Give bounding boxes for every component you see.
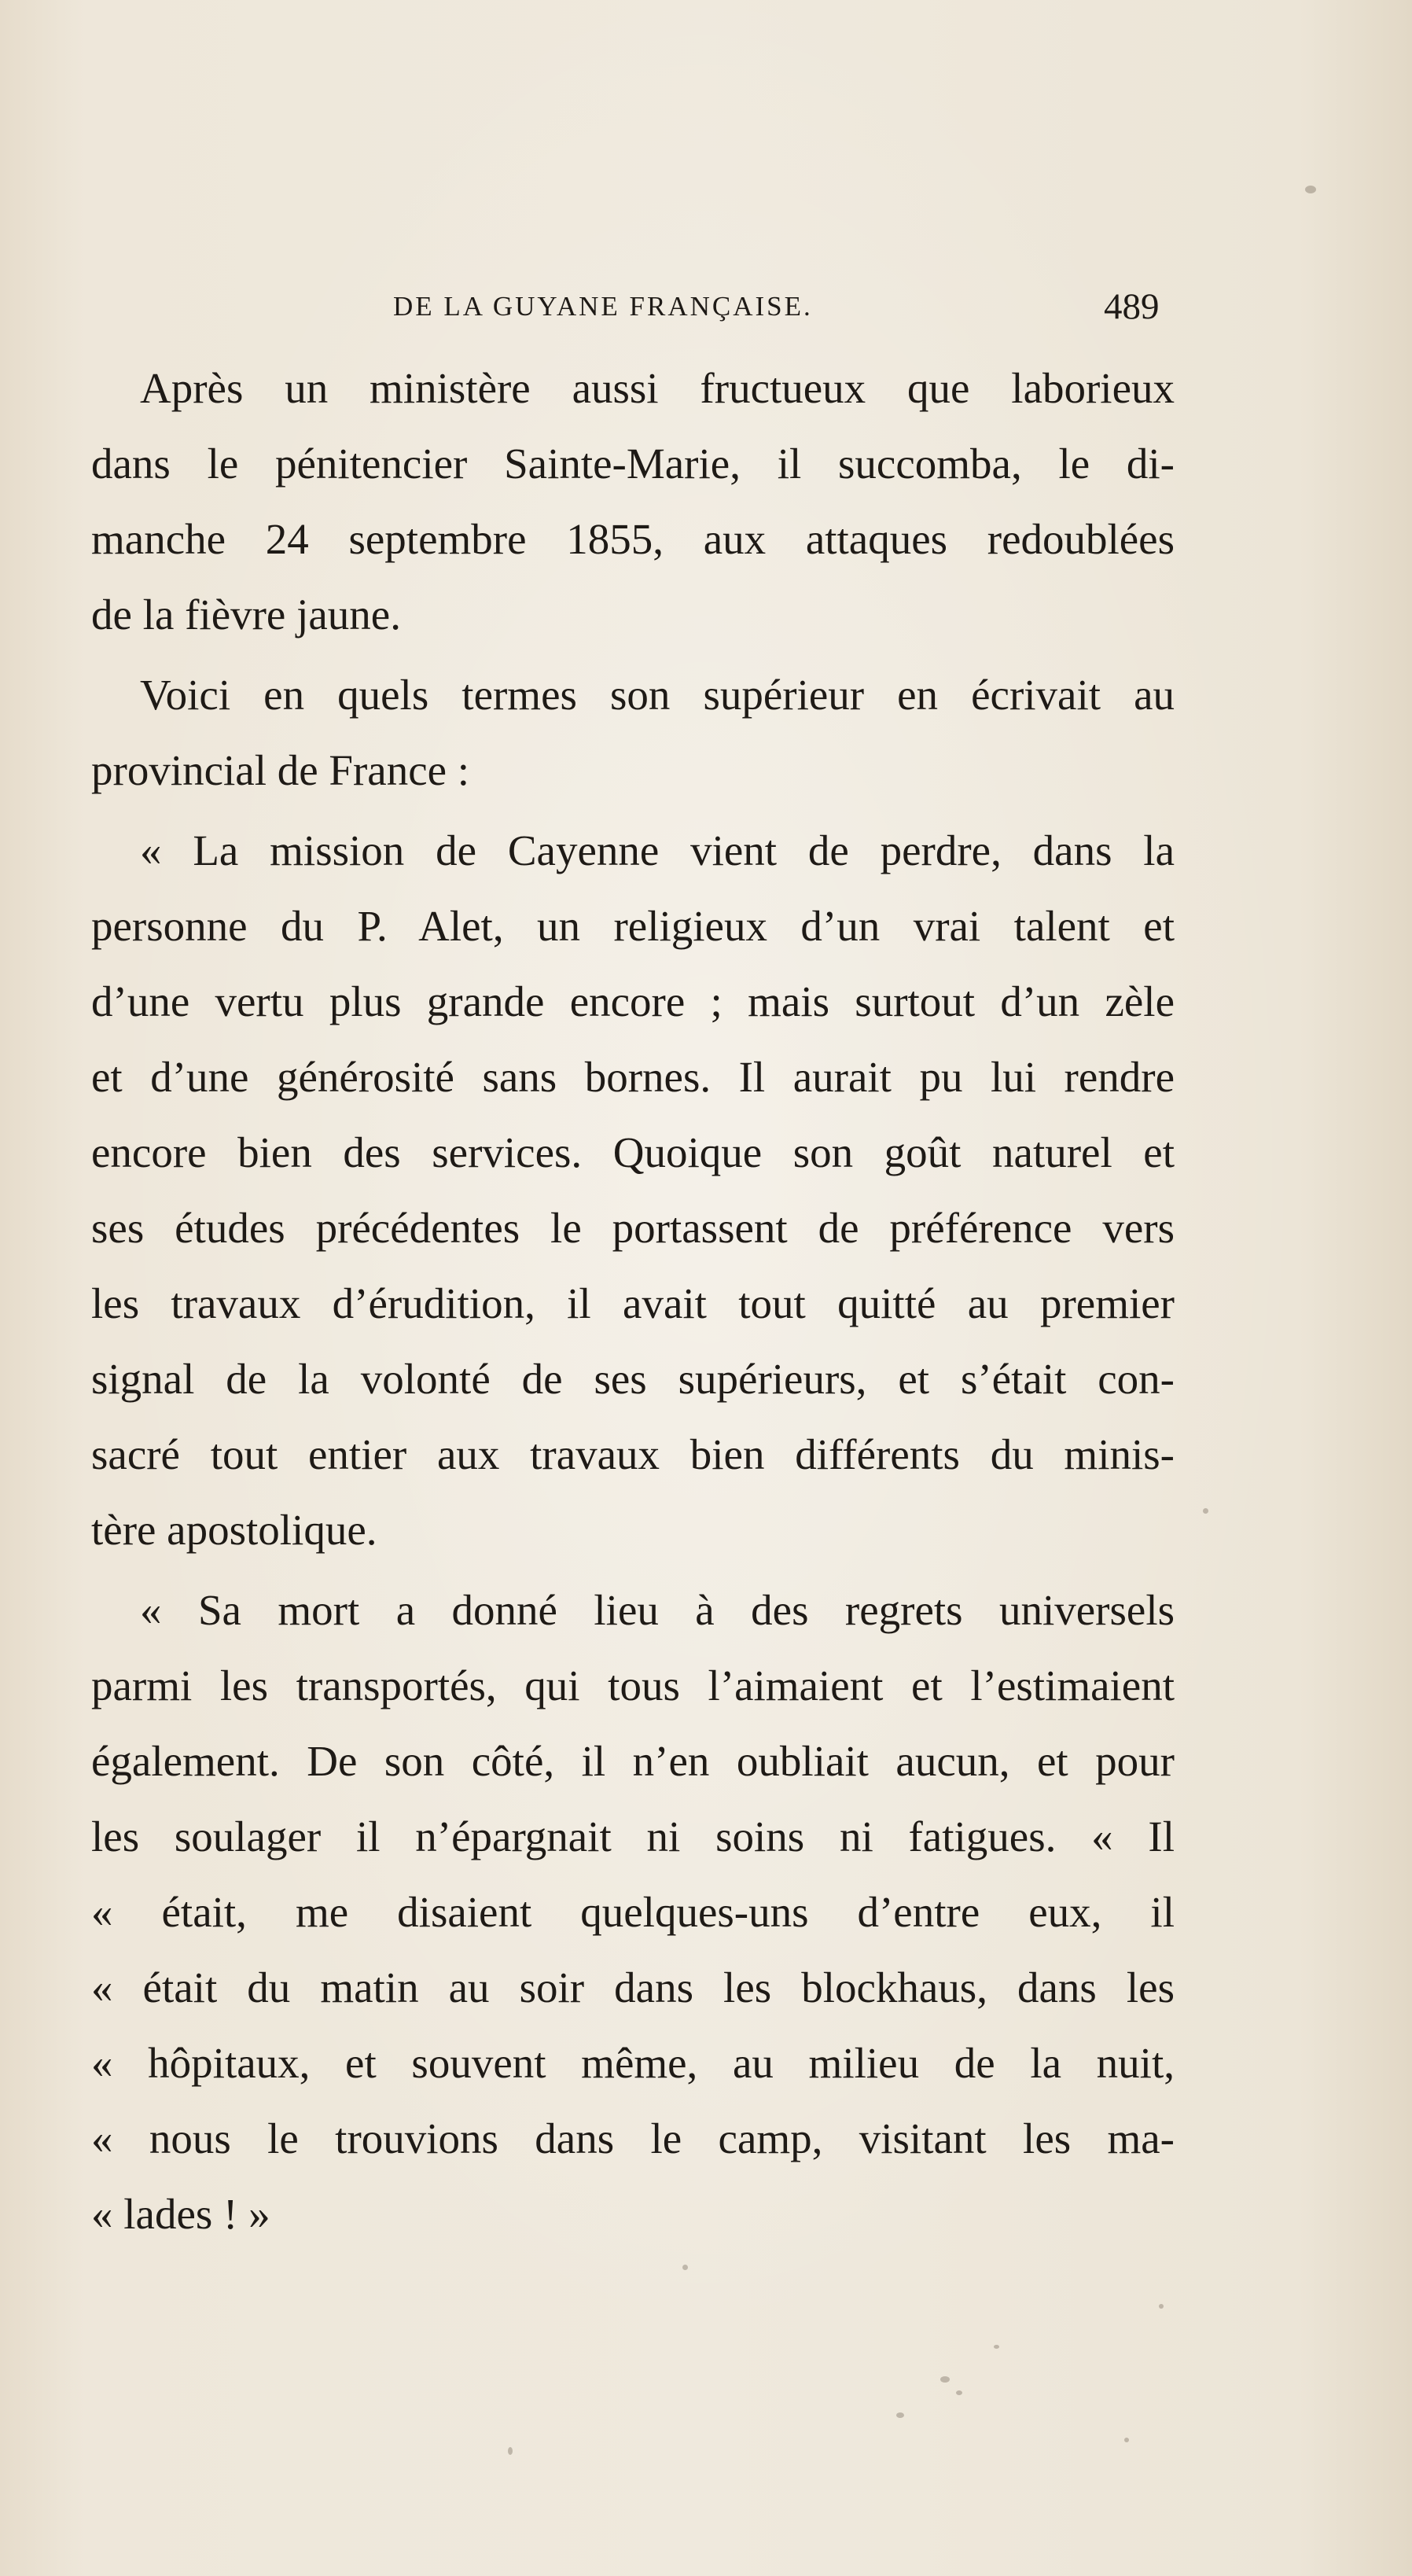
paper-speck <box>1305 186 1316 193</box>
text-line: encore bien des services. Quoique son goût naturel et <box>91 1128 1175 1176</box>
text-line: « Sa mort a donné lieu à des regrets universels <box>140 1586 1175 1634</box>
text-line: d’une vertu plus grande encore ; mais surtout d’un zèle <box>91 977 1175 1025</box>
paper-speck <box>940 2376 950 2383</box>
text-line: sacré tout entier aux travaux bien différents du minis- <box>91 1430 1175 1478</box>
paper-speck <box>1159 2304 1164 2309</box>
paper-speck <box>994 2345 999 2349</box>
paragraph-3 <box>91 813 1175 1568</box>
text-line: « était du matin au soir dans les blockhaus, dans les <box>91 1963 1175 2011</box>
text-line: manche 24 septembre 1855, aux attaques redoublées <box>91 515 1175 563</box>
paper-speck <box>956 2390 962 2395</box>
paragraph-2 <box>91 657 1175 808</box>
paper-speck <box>508 2447 513 2455</box>
text-line: dans le pénitencier Sainte-Marie, il succomba, le di- <box>91 440 1175 488</box>
text-line: provincial de France : <box>91 746 470 794</box>
text-line: signal de la volonté de ses supérieurs, et s’était con- <box>91 1355 1175 1403</box>
text-line: tère apostolique. <box>91 1506 377 1554</box>
text-line: les travaux d’érudition, il avait tout quitté au premier <box>91 1279 1175 1327</box>
page-number: 489 <box>1104 286 1160 327</box>
text-line: Voici en quels termes son supérieur en écrivait au <box>140 671 1175 719</box>
text-line: ses études précédentes le portassent de préférence vers <box>91 1204 1175 1252</box>
text-line: Après un ministère aussi fructueux que laborieux <box>140 364 1175 412</box>
paper-speck <box>896 2412 904 2418</box>
running-head <box>0 283 1412 330</box>
text-line: « était, me disaient quelques-uns d’entre eux, il <box>91 1888 1175 1936</box>
paragraph-1 <box>91 351 1175 653</box>
text-line: et d’une générosité sans bornes. Il aurait pu lui rendre <box>91 1053 1175 1101</box>
text-line: de la fièvre jaune. <box>91 591 401 638</box>
text-line: « La mission de Cayenne vient de perdre, dans la <box>140 826 1175 874</box>
body-text <box>91 351 1175 2252</box>
text-line: « nous le trouvions dans le camp, visitant les ma- <box>91 2114 1175 2162</box>
paragraph-4 <box>91 1573 1175 2252</box>
running-title: DE LA GUYANE FRANÇAISE. <box>393 291 813 322</box>
paper-speck <box>1124 2438 1129 2442</box>
text-line: « lades ! » <box>91 2190 270 2238</box>
paper-speck <box>682 2265 688 2270</box>
text-line: parmi les transportés, qui tous l’aimaient et l’estimaient <box>91 1662 1175 1709</box>
text-line: personne du P. Alet, un religieux d’un vrai talent et <box>91 902 1175 950</box>
text-line: les soulager il n’épargnait ni soins ni fatigues. « Il <box>91 1812 1175 1860</box>
text-line: également. De son côté, il n’en oubliait aucun, et pour <box>91 1737 1175 1785</box>
paper-speck <box>1203 1508 1208 1514</box>
text-line: « hôpitaux, et souvent même, au milieu de la nuit, <box>91 2039 1175 2087</box>
